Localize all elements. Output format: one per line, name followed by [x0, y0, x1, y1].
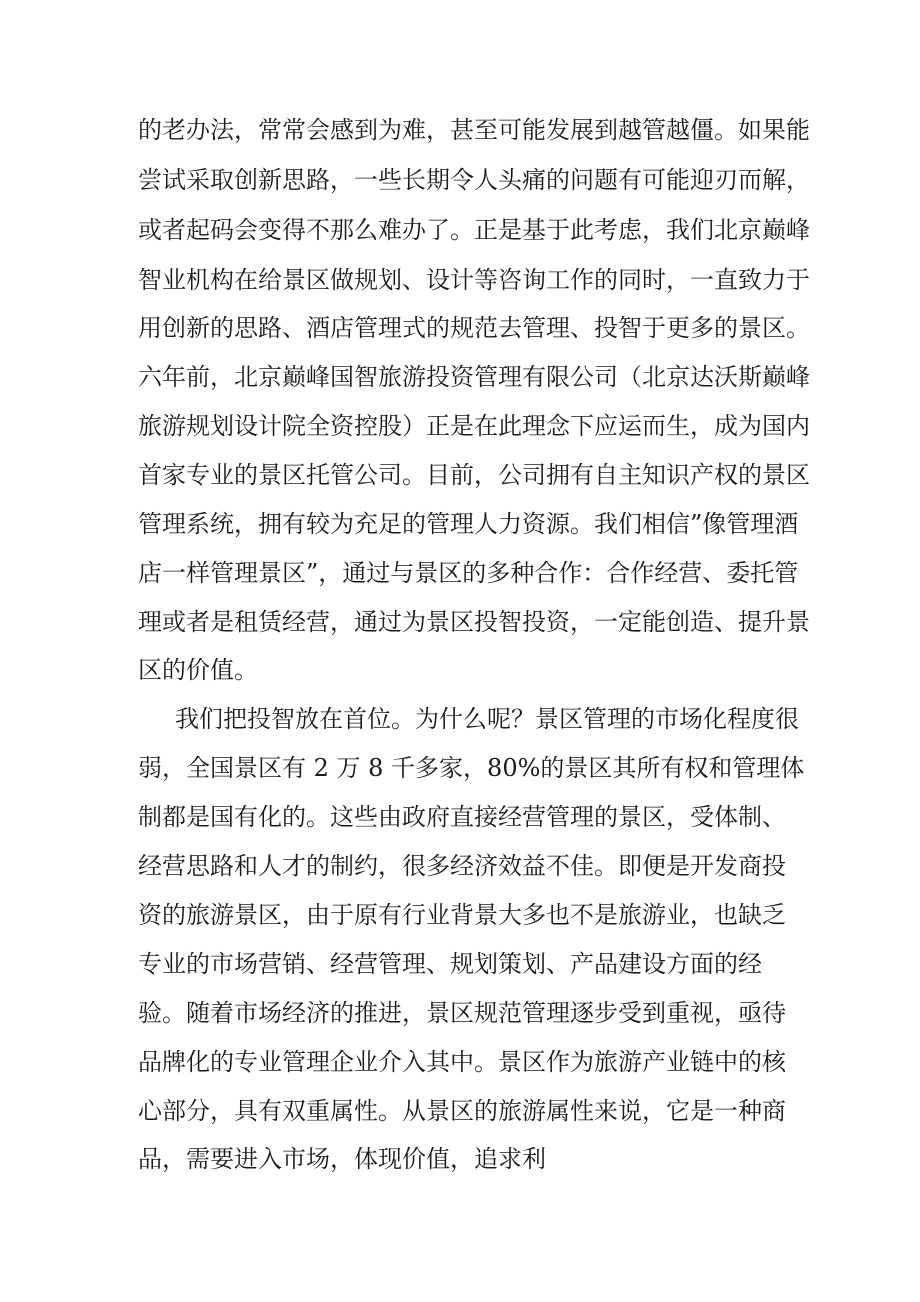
text-line: 心部分，具有双重属性。从景区的旅游属性来说，它是一种商 [138, 1097, 786, 1125]
text-line: 区的价值。 [138, 656, 258, 684]
text-line: 尝试采取创新思路，一些长期令人头痛的问题有可能迎刃而解， [138, 166, 810, 194]
text-line: 资的旅游景区，由于原有行业背景大多也不是旅游业，也缺乏 [138, 901, 786, 929]
text-line: 制都是国有化的。这些由政府直接经营管理的景区，受体制、 [138, 803, 786, 831]
text-line: 或者起码会变得不那么难办了。正是基于此考虑，我们北京巅峰 [138, 216, 810, 244]
text-line: 首家专业的景区托管公司。目前，公司拥有自主知识产权的景区 [138, 461, 810, 489]
text-line: 店一样管理景区”，通过与景区的多种合作：合作经营、委托管 [138, 559, 799, 587]
text-line: 验。随着市场经济的推进，景区规范管理逐步受到重视，亟待 [138, 999, 786, 1027]
text-line: 管理系统，拥有较为充足的管理人力资源。我们相信”像管理酒 [138, 510, 799, 538]
text-line: 经营思路和人才的制约，很多经济效益不佳。即便是开发商投 [138, 852, 786, 880]
text-line: 理或者是租赁经营，通过为景区投智投资，一定能创造、提升景 [138, 608, 810, 636]
text-line: 弱，全国景区有 2 万 8 千多家，80%的景区其所有权和管理体 [138, 754, 805, 782]
text-line: 的老办法，常常会感到为难，甚至可能发展到越管越僵。如果能 [138, 116, 810, 144]
text-line: 专业的市场营销、经营管理、规划策划、产品建设方面的经 [138, 950, 762, 978]
text-line: 我们把投智放在首位。为什么呢？景区管理的市场化程度很 [175, 705, 799, 733]
text-line: 品牌化的专业管理企业介入其中。景区作为旅游产业链中的核 [138, 1048, 786, 1076]
text-line: 智业机构在给景区做规划、设计等咨询工作的同时，一直致力于 [138, 266, 810, 294]
text-line: 旅游规划设计院全资控股）正是在此理念下应运而生，成为国内 [138, 412, 810, 440]
text-line: 用创新的思路、酒店管理式的规范去管理、投智于更多的景区。 [138, 314, 810, 342]
text-line: 六年前，北京巅峰国智旅游投资管理有限公司（北京达沃斯巅峰 [138, 363, 810, 391]
text-line: 品，需要进入市场，体现价值，追求利 [138, 1145, 546, 1173]
